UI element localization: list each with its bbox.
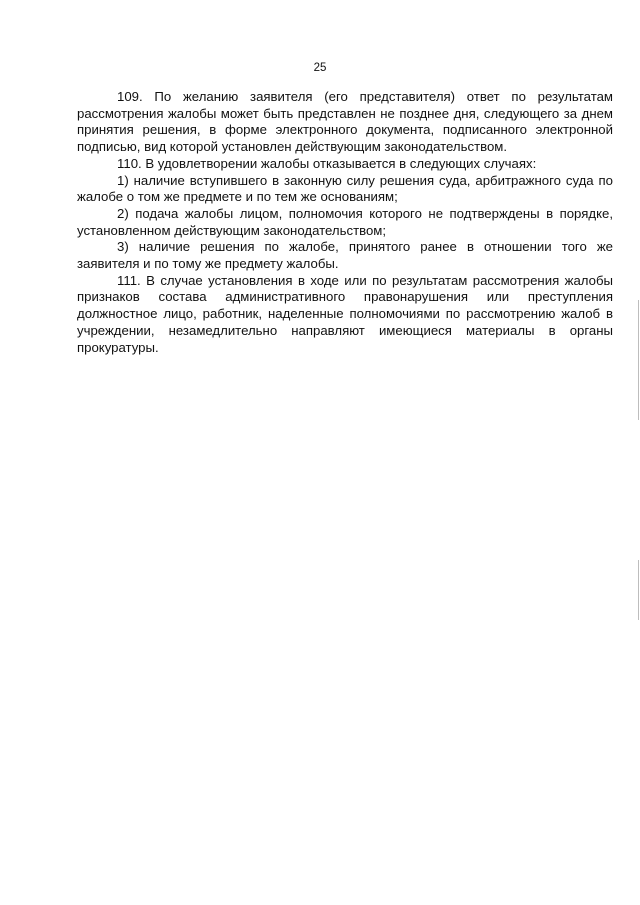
document-body (77, 89, 613, 356)
list-item-110-2: 2) подача жалобы лицом, полномочия которого не подтверждены в порядке, установленном действующим законодательством; (77, 205, 613, 238)
scan-edge-mark (638, 300, 639, 420)
paragraph-111: 111. В случае установления в ходе или по результатам рассмотрения жалобы признаков состава административного правонарушения или преступления должностное лицо, работник, наделенные полномочиями по рассмотрению жалоб в учреждении, незамедлительно направляют имеющиеся материалы в органы прокуратуры. (77, 272, 613, 355)
scan-edge-mark (638, 560, 639, 620)
paragraph-109: 109. По желанию заявителя (его представителя) ответ по результатам рассмотрения жалобы может быть представлен не позднее дня, следующего за днем принятия решения, в форме электронного документа, подписанного электронной подписью, вид которой установлен действующим законодательством. (77, 89, 613, 155)
list-item-110-3: 3) наличие решения по жалобе, принятого ранее в отношении того же заявителя и по тому же предмету жалобы. (77, 239, 613, 272)
paragraph-110: 110. В удовлетворении жалобы отказывается в следующих случаях: (117, 155, 537, 171)
page-number: 25 (313, 62, 327, 74)
list-item-110-1: 1) наличие вступившего в законную силу решения суда, арбитражного суда по жалобе о том же предмете и по тем же основаниям; (77, 172, 613, 205)
